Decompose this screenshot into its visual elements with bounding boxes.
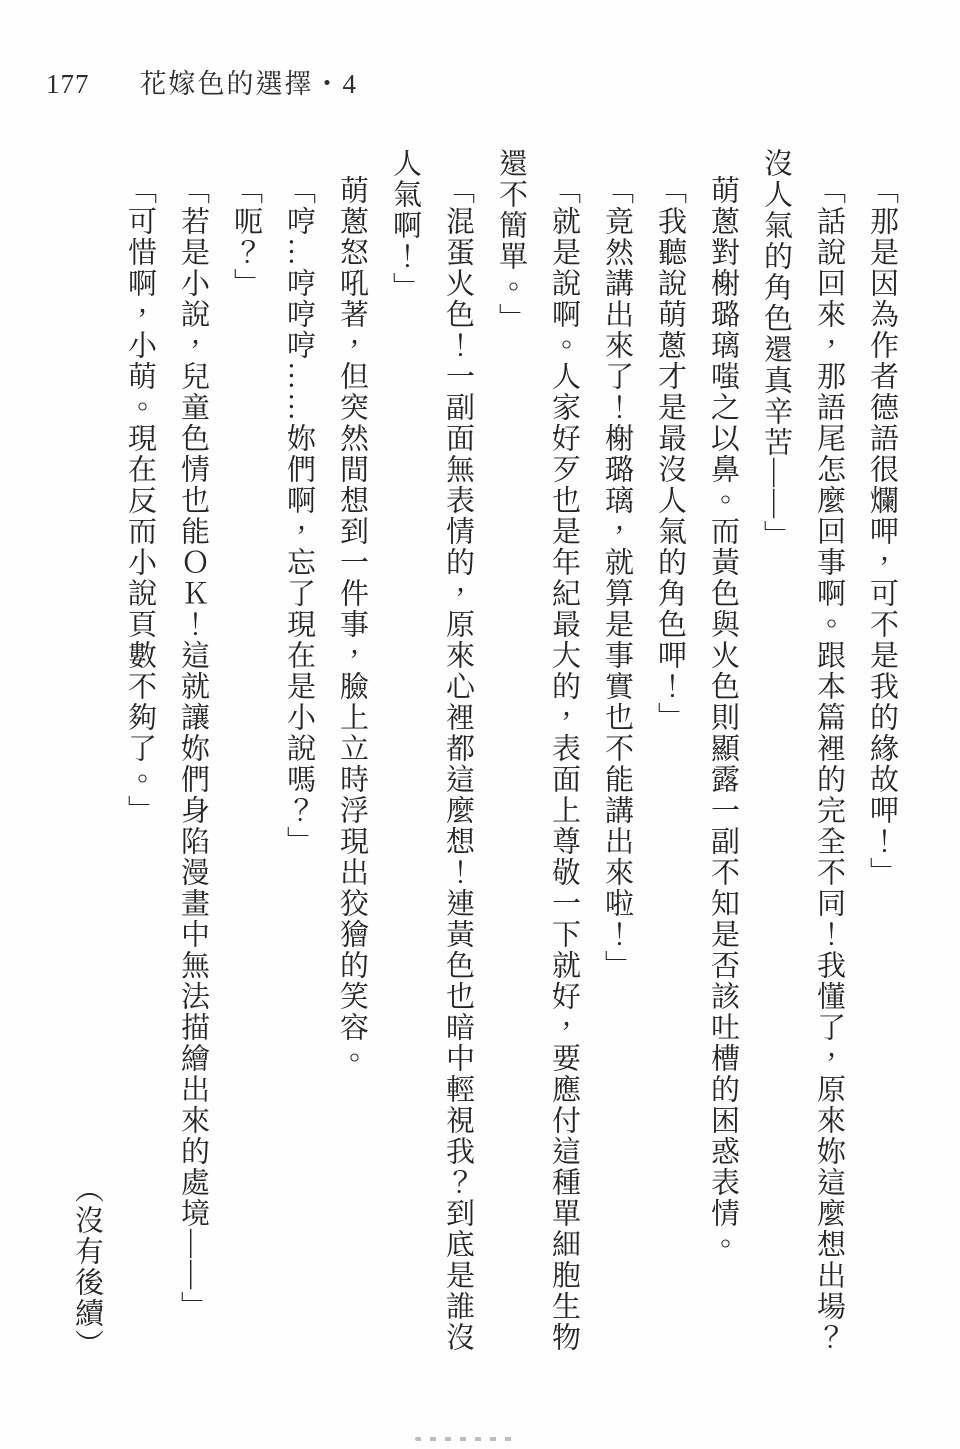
text-column: 「若是小說，兒童色情也能ＯＫ！這就讓妳們身陷漫畫中無法描繪出來的處境——」 [177, 175, 209, 1322]
scan-artifact [415, 1437, 517, 1441]
text-column: 「我聽說萌蔥才是最沒人氣的角色呷！」 [654, 175, 686, 733]
text-column: 「那是因為作者德語很爛呷，可不是我的緣故呷！」 [866, 175, 898, 888]
text-column: 「竟然講出來了！榭璐璃，就算是事實也不能講出來啦！」 [601, 175, 633, 981]
text-column: 人氣啊！」 [389, 148, 421, 303]
vertical-text-block [60, 148, 908, 1360]
text-column: 「就是說啊。人家好歹也是年紀最大的，表面上尊敬一下就好，要應付這種單細胞生物 [548, 175, 580, 1353]
page-header [46, 62, 358, 101]
text-column: 「呃？」 [230, 175, 262, 299]
text-column: 萌蔥怒吼著，但突然間想到一件事，臉上立時浮現出狡獪的笑容。 [336, 175, 368, 1074]
text-column: 萌蔥對榭璐璃嗤之以鼻。而黃色與火色則顯露一副不知是否該吐槽的困惑表情。 [707, 175, 739, 1260]
text-column: 「話說回來，那語尾怎麼回事啊。跟本篇裡的完全不同！我懂了，原來妳這麼想出場？ [813, 175, 845, 1353]
text-column: 「可惜啊，小萌。現在反而小說頁數不夠了。」 [124, 175, 156, 826]
text-column: 「混蛋火色！一副面無表情的，原來心裡都這麼想！連黃色也暗中輕視我？到底是誰沒 [442, 175, 474, 1353]
text-column: 「哼…哼哼哼……妳們啊，忘了現在是小說嗎？」 [283, 175, 315, 857]
text-column: 還不簡單。」 [495, 148, 527, 334]
page-number: 177 [46, 69, 90, 99]
running-title: 花嫁色的選擇・4 [139, 69, 358, 99]
text-column: （沒有後續） [71, 1174, 103, 1360]
text-column: 沒人氣的角色還真辛苦——」 [760, 148, 792, 551]
